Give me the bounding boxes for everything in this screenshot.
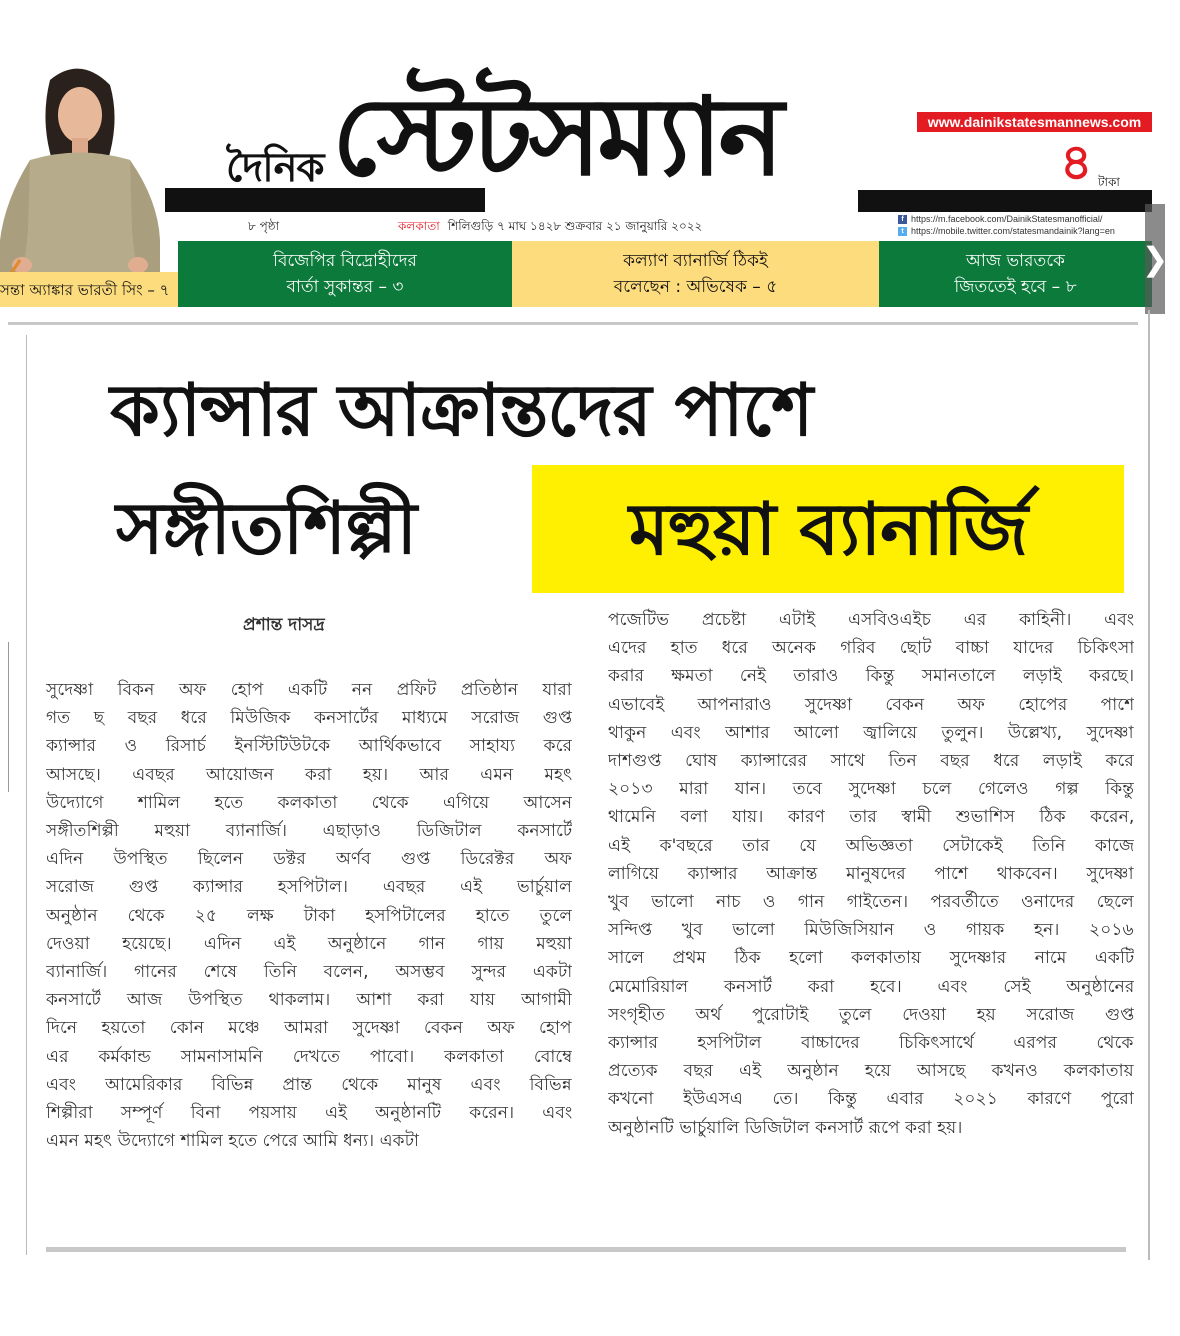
article-line: এবং আমেরিকার বিভিন্ন প্রান্ত থেকে মানুষ এবং বিভিন্ন (46, 1074, 572, 1095)
chevron-right-icon: ❯ (1141, 240, 1169, 278)
article-line: এই ক'বছরে তার যে অভিজ্ঞতা সেটাকেই তিনি কাজে (608, 835, 1134, 856)
price-unit: টাকা (1098, 175, 1120, 189)
twitter-link[interactable] (898, 226, 1152, 236)
article-line: ক্যান্সার হসপিটাল বাচ্চাদের চিকিৎসার্থে এরপর থেকে (608, 1033, 1134, 1054)
article-line: সালে প্রথম ঠিক হলো কলকাতায় সুদেষ্ণার নামে একটি (608, 948, 1134, 969)
article-line: প্রত্যেক বছর এই অনুষ্ঠান হয়ে আসছে কখনও কলকাতায় (608, 1061, 1134, 1082)
article-line: মেমোরিয়াল কনসার্ট করা হবে। এবং সেই অনুষ্ঠানের (608, 976, 1134, 997)
teaser-page-5[interactable] (512, 241, 879, 307)
article-line: সরোজ গুপ্ত ক্যান্সার হসপিটাল। এবছর এই ভার্চুয়াল (46, 877, 572, 898)
next-page-button[interactable] (1141, 204, 1169, 314)
article-line: সন্দিপ্ত খুব ভালো মিউজিসিয়ান ও গায়ক হন। ২০১৬ (608, 920, 1134, 941)
divider (46, 1247, 1126, 1252)
article-line: ব্যানার্জি। গানের শেষে তিনি বলেন, অসম্ভব সুন্দর একটা (46, 962, 572, 983)
article-line: ক্যান্সার ও রিসার্চ ইনস্টিটিউটকে আর্থিকভাবে সাহায্য করে (46, 736, 572, 757)
headline-highlight (532, 465, 1124, 593)
teaser-line: জিততেই হবে – ৮ (954, 277, 1077, 297)
dateline-city: কলকাতা (398, 219, 440, 233)
article-line: এদিন উপস্থিত ছিলেন ডক্টর অর্ণব গুপ্ত ডিরেক্টর অফ (46, 849, 572, 870)
woman-portrait-icon (0, 60, 160, 305)
article-line: খুব ভালো নাচ ও গান গাইতেন। পরবর্তীতে ওনাদের ছেলে (608, 892, 1134, 913)
website-link[interactable]: www.dainikstatesmannews.com (917, 112, 1152, 132)
teaser-page-8[interactable] (879, 241, 1152, 307)
headline-line-2: সঙ্গীতশিল্পী (116, 486, 417, 570)
teaser-text: সন্তা অ্যাঙ্কার ভারতী সিং – ৭ (0, 280, 170, 299)
price-value: ৪ (1060, 133, 1093, 191)
article-line: এভাবেই আপনারাও সুদেষ্ণা বেকন অফ হোপের পাশে (608, 694, 1134, 715)
facebook-link[interactable] (898, 214, 1152, 224)
masthead-prefix: দৈনিক (226, 144, 324, 191)
article-border-right (1148, 310, 1150, 1260)
dateline (398, 218, 702, 238)
facebook-url: https://m.facebook.com/DainikStatesmanofficial/ (911, 214, 1103, 224)
article-line: আসছে। এবছর আয়োজন করা হয়। আর এমন মহৎ (46, 764, 572, 785)
article-line: দিনে হয়তো কোন মঞ্চে আমরা সুদেষ্ণা বেকন অফ হোপ (46, 1018, 572, 1039)
article-line: কখনো ইউএসএ তে। কিন্তু এবার ২০২১ কারণে পুরো (608, 1089, 1134, 1110)
article-line: উদ্যোগে শামিল হতে কলকাতা থেকে এগিয়ে আসেন (46, 792, 572, 813)
twitter-url: https://mobile.twitter.com/statesmandainik?lang=en (911, 226, 1115, 236)
celebrity-photo (0, 60, 160, 305)
article-line: করার ক্ষমতা নেই তারাও কিন্তু সমানতালে লড়াই করছে। (608, 666, 1134, 687)
article-line: থাকুন এবং আশার আলো জ্বালিয়ে তুলুন। উল্লেখ্য, সুদেষ্ণা (608, 722, 1134, 743)
headline-highlighted-name: মহুয়া ব্যানার্জি (628, 487, 1027, 571)
article-line: এর কর্মকান্ড সামনাসামনি দেখতে পাবো। কলকাতা বোম্বে (46, 1046, 572, 1067)
facebook-icon: f (898, 215, 907, 224)
teaser-line: কল্যাণ ব্যানার্জি ঠিকই (623, 251, 768, 271)
article-line: এদের হাত ধরে অনেক গরিব ছোট বাচ্চা যাদের চিকিৎসা (608, 638, 1134, 659)
divider (8, 322, 1138, 325)
article-line: এমন মহৎ উদ্যোগে শামিল হতে পেরে আমি ধন্য। একটা (46, 1131, 420, 1152)
article-line: দেওয়া হয়েছে। এদিন এই অনুষ্ঠানে গান গায় মহুয়া (46, 933, 572, 954)
teaser-line: আজ ভারতকে (966, 251, 1065, 271)
byline: প্রশান্ত দাসদ্র (243, 615, 325, 635)
teaser-line: বিজেপির বিদ্রোহীদের (273, 251, 417, 271)
article-line: ২০১৩ মারা যান। তবে সুদেষ্ণা চলে গেলেও গল্প কিন্তু (608, 779, 1134, 800)
article-line: লাগিয়ে ক্যান্সার আক্রান্ত মানুষদের পাশে থাকবেন। সুদেষ্ণা (608, 863, 1134, 884)
article-line: অনুষ্ঠানটি ভার্চুয়ালি ডিজিটাল কনসার্ট রূপে করা হয়। (608, 1117, 963, 1138)
article-column-left (46, 676, 572, 1155)
twitter-icon: t (898, 227, 907, 236)
headline-line-1: ক্যান্সার আক্রান্তদের পাশে (110, 368, 813, 452)
article-line: গত ছ বছর ধরে মিউজিক কনসার্টের মাধ্যমে সরোজ গুপ্ত (46, 708, 572, 729)
article-line: কনসার্টে আজ উপস্থিত থাকলাম। আশা করা যায় আগামী (46, 990, 572, 1011)
article-line: সুদেষ্ণা বিকন অফ হোপ একটি নন প্রফিট প্রতিষ্ঠান যারা (46, 680, 572, 700)
article-line: অনুষ্ঠান থেকে ২৫ লক্ষ টাকা হসপিটালের হাতে তুলে (46, 905, 572, 926)
article-line: থামেনি বলা যায়। কারণ তার স্বামী শুভাশিস ঠিক করেন, (608, 807, 1134, 828)
teaser-page-3[interactable] (178, 241, 512, 307)
article-line: শিল্পীরা সম্পূর্ণ বিনা পয়সায় এই অনুষ্ঠানটি করেন। এবং (46, 1103, 572, 1124)
article-line: সঙ্গীতশিল্পী মহুয়া ব্যানার্জি। এছাড়াও ডিজিটাল কনসার্টে (46, 821, 572, 842)
teaser-line: বলেছেন : অভিষেক – ৫ (613, 277, 778, 297)
page-count: ৮ পৃষ্ঠা (248, 219, 280, 233)
newspaper-title-logo: স্টেটসম্যান (332, 74, 780, 200)
dateline-text: শিলিগুড়ি ৭ মাঘ ১৪২৮ শুক্রবার ২১ জানুয়ারি ২০২২ (447, 219, 703, 233)
article-column-right (608, 606, 1134, 1142)
article-line: দাশগুপ্ত ঘোষ ক্যান্সারের সাথে তিন বছর ধরে লড়াই করে (608, 751, 1134, 772)
teaser-page-7[interactable] (0, 272, 178, 307)
margin-line (8, 642, 9, 792)
teaser-line: বার্তা সুকান্তর – ৩ (286, 277, 404, 297)
article-line: সংগৃহীত অর্থ পুরোটাই তুলে দেওয়া হয় সরোজ গুপ্ত (608, 1004, 1134, 1025)
article-line: পজেটিভ প্রচেষ্টা এটাই এসবিওএইচ এর কাহিনী। এবং (608, 610, 1134, 630)
article-border-left (26, 335, 27, 1255)
